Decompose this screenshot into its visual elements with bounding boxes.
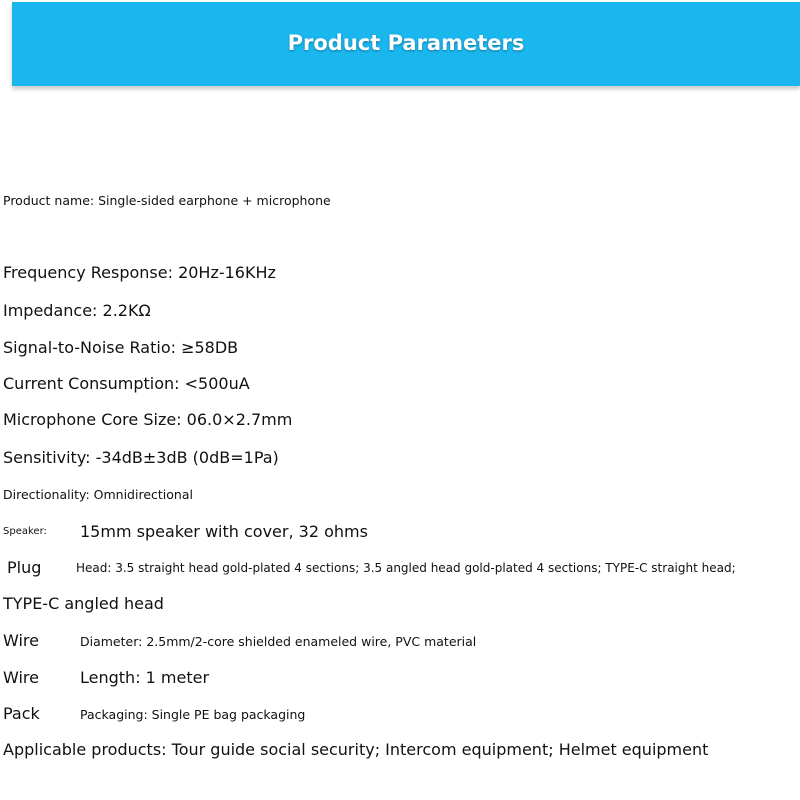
directionality-line: Directionality: Omnidirectional (3, 487, 193, 502)
wire-length-label: Wire (3, 668, 39, 687)
product-name-line: Product name: Single-sided earphone + microphone (3, 193, 331, 208)
pack-label: Pack (3, 704, 40, 723)
plug-label: Plug (7, 558, 42, 577)
sensitivity-line: Sensitivity: -34dB±3dB (0dB=1Pa) (3, 448, 279, 467)
speaker-label: Speaker: (3, 526, 47, 537)
plug-value: Head: 3.5 straight head gold-plated 4 sections; 3.5 angled head gold-plated 4 sections; TYPE-C straight head; (76, 561, 736, 575)
header-banner (12, 2, 800, 86)
impedance-line: Impedance: 2.2KΩ (3, 301, 151, 320)
wire-diameter-label: Wire (3, 631, 39, 650)
frequency-response-line: Frequency Response: 20Hz-16KHz (3, 263, 276, 282)
current-consumption-line: Current Consumption: <500uA (3, 374, 250, 393)
plug-continuation: TYPE-C angled head (3, 594, 164, 613)
mic-core-size-line: Microphone Core Size: 06.0×2.7mm (3, 410, 293, 429)
wire-length-value: Length: 1 meter (80, 668, 210, 687)
speaker-value: 15mm speaker with cover, 32 ohms (80, 522, 368, 541)
snr-line: Signal-to-Noise Ratio: ≥58DB (3, 338, 239, 357)
applicable-products-line: Applicable products: Tour guide social security; Intercom equipment; Helmet equipment (3, 740, 709, 759)
pack-value: Packaging: Single PE bag packaging (80, 707, 306, 722)
page-title: Product Parameters (287, 31, 525, 55)
wire-diameter-value: Diameter: 2.5mm/2-core shielded enameled wire, PVC material (80, 634, 477, 649)
